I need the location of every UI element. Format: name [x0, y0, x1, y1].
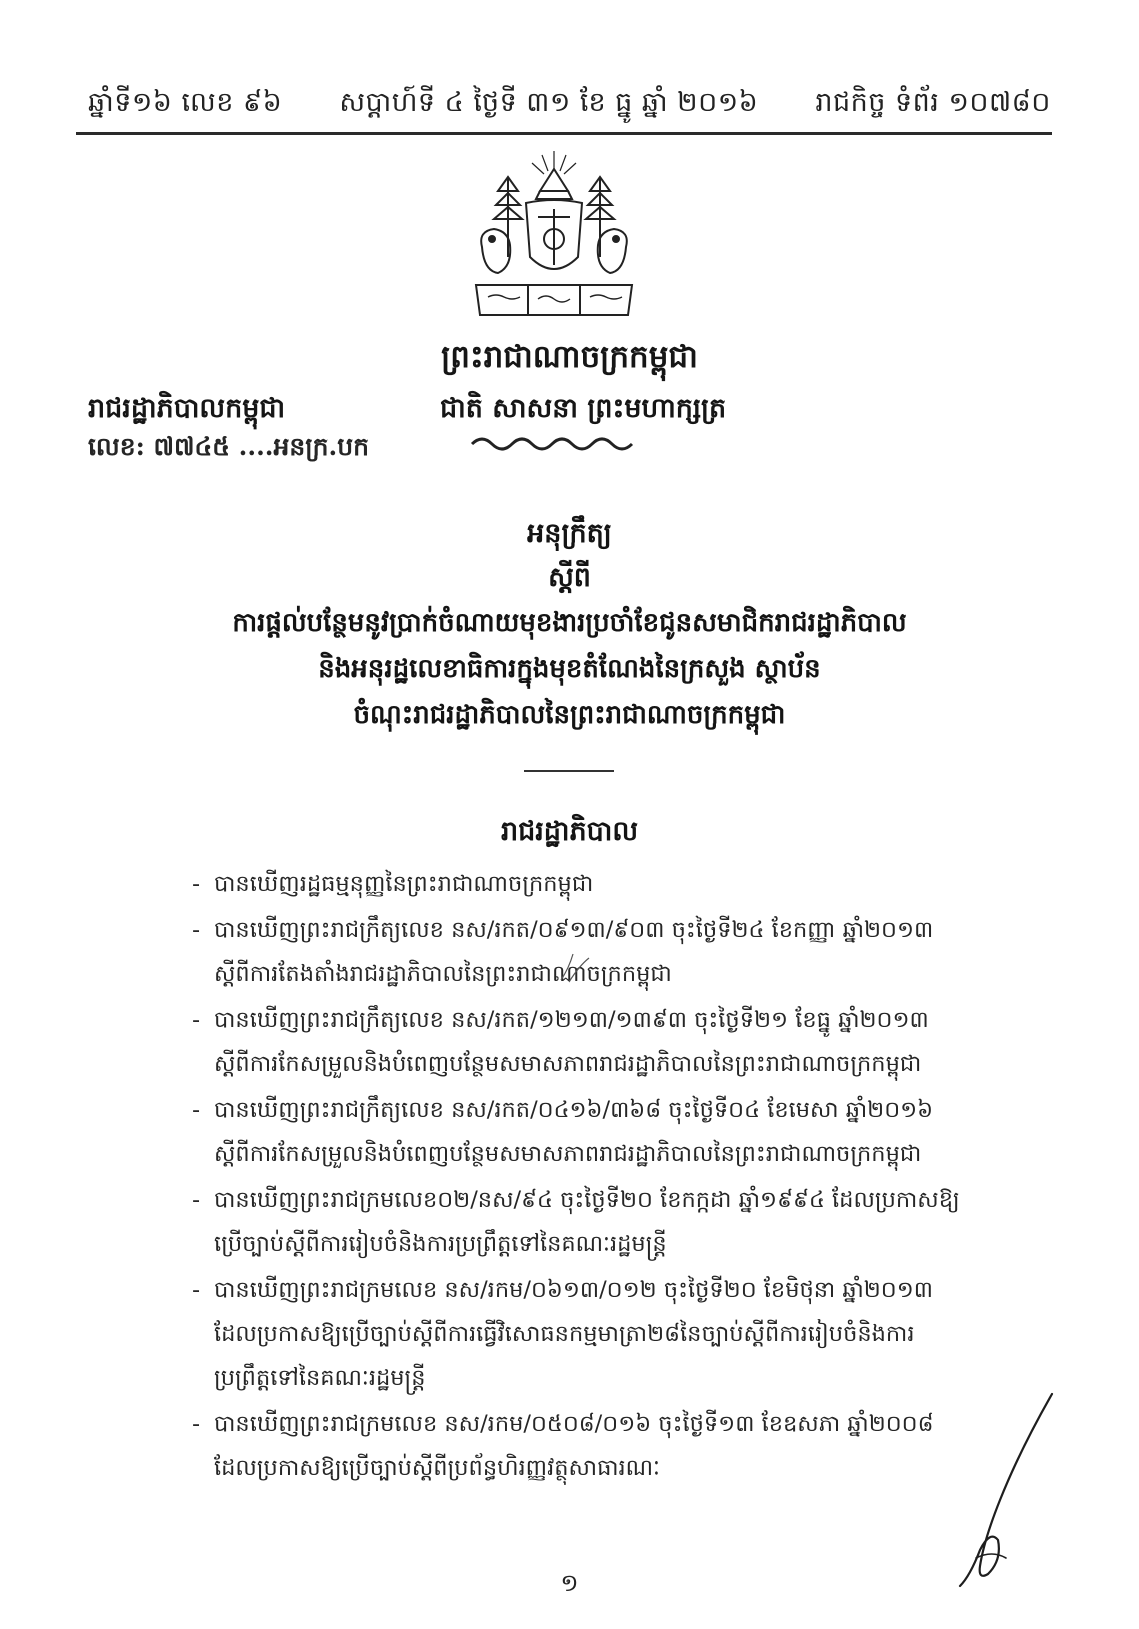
preamble-clause: - បានឃើញព្រះរាជក្រឹត្យលេខ នស/រកត/១២១៣/១៣៩៣ ចុះថ្ងៃទី២១ ខែធ្នូ ឆ្នាំ២០១៣ ស្តីពីការកែសម្រួលនិងបំពេញបន្ថែមសមាសភាពរាជរដ្ឋាភិបាលនៃព្រះរាជាណាចក្រកម្ពុជា [192, 1007, 929, 1077]
document-number: លេខ: ៧៧៤៥ ....អនក្រ.បក [88, 432, 369, 461]
clause-text: បានឃើញព្រះរាជក្រមលេខ នស/រកម/០៥០៨/០១៦ ចុះថ្ងៃទី១៣ ខែឧសភា ឆ្នាំ២០០៨ ដែលប្រកាសឱ្យប្រើច្បាប់ស្តីពីប្រព័ន្ធហិរញ្ញវត្ថុសាធារណៈ [214, 1411, 934, 1481]
preamble-clause: - បានឃើញព្រះរាជក្រឹត្យលេខ នស/រកត/០៤១៦/៣៦៨ ចុះថ្ងៃទី០៤ ខែមេសា ឆ្នាំ២០១៦ ស្តីពីការកែសម្រួលនិងបំពេញបន្ថែមសមាសភាពរាជរដ្ឋាភិបាលនៃព្រះរាជាណាចក្រកម្ពុជា [192, 1097, 934, 1167]
decree-type: អនុក្រឹត្យ [527, 518, 612, 549]
issuing-authority: រាជរដ្ឋាភិបាលកម្ពុជា [88, 393, 286, 424]
clause-text: បានឃើញព្រះរាជក្រឹត្យលេខ នស/រកត/១២១៣/១៣៩៣ ចុះថ្ងៃទី២១ ខែធ្នូ ឆ្នាំ២០១៣ ស្តីពីការកែសម្រួលនិងបំពេញបន្ថែមសមាសភាពរាជរដ្ឋាភិបាលនៃព្រះរាជាណាចក្រកម្ពុជា [214, 1007, 929, 1077]
decree-subject-line-2: និងអនុរដ្ឋលេខាធិការក្នុងមុខតំណែងនៃក្រសួង ស្ថាប័ន [318, 654, 821, 684]
kingdom-title: ព្រះរាជាណាចក្រកម្ពុជា [441, 339, 698, 375]
royal-coat-of-arms-icon [468, 147, 640, 327]
decree-title-block [0, 512, 1139, 738]
decree-subject-line-3: ចំណុះរាជរដ្ឋាភិបាលនៃព្រះរាជាណាចក្រកម្ពុជា [353, 700, 786, 730]
clause-text: បានឃើញព្រះរាជក្រឹត្យលេខ នស/រកត/០៤១៦/៣៦៨ ចុះថ្ងៃទី០៤ ខែមេសា ឆ្នាំ២០១៦ ស្តីពីការកែសម្រួលនិងបំពេញបន្ថែមសមាសភាពរាជរដ្ឋាភិបាលនៃព្រះរាជាណាចក្រកម្ពុជា [214, 1097, 934, 1167]
clause-text: បានឃើញរដ្ឋធម្មនុញ្ញនៃព្រះរាជាណាចក្រកម្ពុជា [214, 871, 594, 897]
clause-text: បានឃើញព្រះរាជក្រមលេខ០២/នស/៩៤ ចុះថ្ងៃទី២០ ខែកក្កដា ឆ្នាំ១៩៩៤ ដែលប្រកាសឱ្យប្រើច្បាប់ស្តីពីការរៀបចំនិងការប្រព្រឹត្តទៅនៃគណៈរដ្ឋមន្ត្រី [214, 1187, 960, 1257]
header-date: សប្តាហ៍ទី ៤ ថ្ងៃទី ៣១ ខែ ធ្នូ ឆ្នាំ ២០១៦ [339, 87, 759, 118]
header-divider [76, 132, 1052, 135]
page-number: ១ [560, 1569, 579, 1597]
header-page-ref: រាជកិច្ច ទំព័រ ១០៧៨០ [815, 87, 1051, 118]
clause-text: បានឃើញព្រះរាជក្រឹត្យលេខ នស/រកត/០៩១៣/៩០៣ ចុះថ្ងៃទី២៤ ខែកញ្ញា ឆ្នាំ២០១៣ ស្តីពីការតែងតាំងរាជរដ្ឋាភិបាលនៃព្រះរាជាណាចក្រកម្ពុជា [214, 917, 934, 987]
header-year-issue: ឆ្នាំទី១៦ លេខ ៩៦ [88, 87, 283, 118]
national-motto: ជាតិ សាសនា ព្រះមហាក្សត្រ [440, 393, 727, 424]
gazette-header [88, 86, 1051, 125]
government-heading: រាជរដ្ឋាភិបាល [500, 816, 639, 847]
handwritten-signature-icon [940, 1390, 1070, 1590]
title-divider [524, 770, 614, 772]
preamble-clause: - បានឃើញរដ្ឋធម្មនុញ្ញនៃព្រះរាជាណាចក្រកម្ពុជា [192, 871, 594, 897]
preamble-clause: - បានឃើញព្រះរាជក្រមលេខ០២/នស/៩៤ ចុះថ្ងៃទី២០ ខែកក្កដា ឆ្នាំ១៩៩៤ ដែលប្រកាសឱ្យប្រើច្បាប់ស្តីពីការរៀបចំនិងការប្រព្រឹត្តទៅនៃគណៈរដ្ឋមន្ត្រី [192, 1187, 960, 1257]
preamble-clause: - បានឃើញព្រះរាជក្រឹត្យលេខ នស/រកត/០៩១៣/៩០៣ ចុះថ្ងៃទី២៤ ខែកញ្ញា ឆ្នាំ២០១៣ ស្តីពីការតែងតាំងរាជរដ្ឋាភិបាលនៃព្រះរាជាណាចក្រកម្ពុជា [192, 917, 934, 987]
preamble-clause: - បានឃើញព្រះរាជក្រមលេខ នស/រកម/០៦១៣/០១២ ចុះថ្ងៃទី២០ ខែមិថុនា ឆ្នាំ២០១៣ ដែលប្រកាសឱ្យប្រើច្បាប់ស្តីពីការធ្វើវិសោធនកម្មមាត្រា២៨នៃច្បាប់ស្តីពីការរៀបចំនិងការប្រព្រឹត្តទៅនៃគណៈរដ្ឋមន្ត្រី [192, 1277, 933, 1391]
pen-mark-icon [555, 948, 595, 988]
motto-ornament-icon [468, 432, 648, 454]
decree-subject-line-1: ការផ្តល់បន្ថែមនូវប្រាក់ចំណាយមុខងារប្រចាំខែជូនសមាជិករាជរដ្ឋាភិបាល [232, 608, 907, 638]
decree-about: ស្តីពី [548, 562, 591, 593]
preamble-clause: - បានឃើញព្រះរាជក្រមលេខ នស/រកម/០៥០៨/០១៦ ចុះថ្ងៃទី១៣ ខែឧសភា ឆ្នាំ២០០៨ ដែលប្រកាសឱ្យប្រើច្បាប់ស្តីពីប្រព័ន្ធហិរញ្ញវត្ថុសាធារណៈ [192, 1411, 934, 1481]
clause-text: បានឃើញព្រះរាជក្រមលេខ នស/រកម/០៦១៣/០១២ ចុះថ្ងៃទី២០ ខែមិថុនា ឆ្នាំ២០១៣ ដែលប្រកាសឱ្យប្រើច្បាប់ស្តីពីការធ្វើវិសោធនកម្មមាត្រា២៨នៃច្បាប់ស្តីពីការរៀបចំនិងការប្រព្រឹត្តទៅនៃគណៈរដ្ឋមន្ត្រី [214, 1277, 933, 1391]
